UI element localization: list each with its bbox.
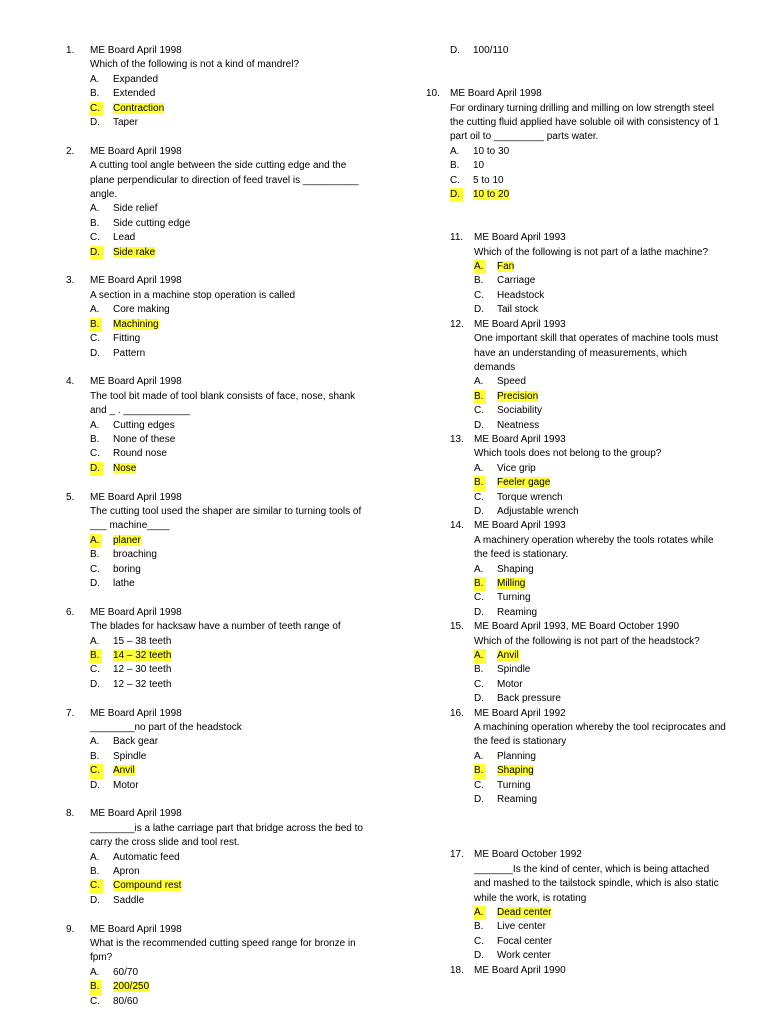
option-b-answer: B. Machining <box>90 318 366 332</box>
option-a: A. 10 to 30 <box>450 145 510 157</box>
option-b-answer: B. 14 – 32 teeth <box>90 649 366 663</box>
question-number: 13. <box>450 433 464 445</box>
question-source: ME Board April 1998 <box>90 275 182 287</box>
option-c: C. Fitting <box>90 333 141 345</box>
option-a: A. Automatic feed <box>90 851 180 863</box>
option-c: C. 80/60 <box>90 995 139 1007</box>
option-c-answer: C. Contraction <box>90 102 366 116</box>
option-d-answer: D. Side rake <box>90 246 366 260</box>
question-number: 17. <box>450 849 464 861</box>
question-number: 14. <box>450 520 464 532</box>
option-d: D. Adjustable wrench <box>474 505 579 517</box>
option-list <box>90 419 366 477</box>
option-c-answer: C. Anvil <box>90 764 366 778</box>
question-source: ME Board April 1998 <box>90 808 182 820</box>
question-text: Which of the following is not part of the headstock? <box>474 635 700 647</box>
option-b: B. Apron <box>90 866 140 878</box>
option-a: A. Back gear <box>90 736 159 748</box>
option-list <box>474 260 726 318</box>
question-source: ME Board April 1998 <box>90 707 182 719</box>
question-13 <box>450 433 726 519</box>
question-number: 1. <box>66 45 75 56</box>
question-number: 2. <box>66 145 75 157</box>
question-text: For ordinary turning drilling and milling on low strength steel the cutting fluid applied have soluble oil with consistency of 1 part oil to _________ parts water. <box>450 102 720 143</box>
question-text: A section in a machine stop operation is called <box>90 289 296 301</box>
option-c-answer: C. Compound rest <box>90 879 366 893</box>
option-a-answer: A. Anvil <box>474 649 726 663</box>
option-d-answer: D. 10 to 20 <box>450 188 726 202</box>
option-a: A. Cutting edges <box>90 419 175 431</box>
question-17 <box>450 848 726 963</box>
question-11 <box>450 231 726 317</box>
option-list <box>90 735 366 793</box>
option-b: B. broaching <box>90 549 157 561</box>
option-list <box>450 44 726 58</box>
question-18 <box>450 964 726 978</box>
question-source: ME Board April 1993 <box>474 433 566 445</box>
question-number: 16. <box>450 707 464 719</box>
option-list <box>450 145 726 203</box>
question-4 <box>66 375 366 476</box>
option-list <box>474 750 726 808</box>
option-b-answer: B. Shaping <box>474 764 726 778</box>
option-a: A. Speed <box>474 376 526 388</box>
option-list <box>474 462 726 520</box>
question-10 <box>426 87 726 202</box>
question-number: 11. <box>450 232 464 244</box>
option-c: C. Sociability <box>474 405 543 417</box>
option-a: A. Expanded <box>90 73 159 85</box>
option-d: D. Reaming <box>474 606 538 618</box>
option-list <box>474 906 726 964</box>
option-d: D. Tail stock <box>474 304 539 316</box>
question-1 <box>66 44 366 130</box>
option-d: D. Saddle <box>90 894 145 906</box>
option-b-answer: B. 200/250 <box>90 980 366 994</box>
option-c: C. 5 to 10 <box>450 174 504 186</box>
question-number: 10. <box>426 88 440 100</box>
question-number: 3. <box>66 275 75 287</box>
question-number: 12. <box>450 318 464 330</box>
question-source: ME Board April 1998 <box>90 606 182 618</box>
option-a-answer: A. planer <box>90 534 366 548</box>
option-b-answer: B. Precision <box>474 390 726 404</box>
option-d: D. 100/110 <box>450 45 509 56</box>
option-b-answer: B. Milling <box>474 577 726 591</box>
option-a: A. Vice grip <box>474 462 536 474</box>
question-source: ME Board April 1993, ME Board October 1990 <box>474 621 680 633</box>
option-d: D. Work center <box>474 950 551 962</box>
option-b: B. Live center <box>474 921 546 933</box>
option-c: C. Lead <box>90 232 136 244</box>
option-b: B. Extended <box>90 88 156 100</box>
option-d: D. Neatness <box>474 419 540 431</box>
question-source: ME Board April 1998 <box>450 88 542 100</box>
question-text: The cutting tool used the shaper are similar to turning tools of ___ machine____ <box>90 505 362 532</box>
question-text: What is the recommended cutting speed range for bronze in fpm? <box>90 938 356 964</box>
question-text: The blades for hacksaw have a number of teeth range of <box>90 621 341 633</box>
option-list <box>474 375 726 433</box>
option-b: B. Carriage <box>474 275 536 287</box>
question-text: A machining operation whereby the tool reciprocates and the feed is stationary <box>474 722 726 748</box>
option-c: C. Turning <box>474 592 531 604</box>
question-number: 15. <box>450 621 464 633</box>
question-8 <box>66 807 366 908</box>
question-source: ME Board April 1998 <box>90 491 182 503</box>
question-number: 9. <box>66 923 75 935</box>
option-a-answer: A. Fan <box>474 260 726 274</box>
question-number: 7. <box>66 707 75 719</box>
option-d: D. Motor <box>90 779 139 791</box>
question-text: _______Is the kind of center, which is being attached and mashed to the tailstock spindle, which is also static while the work, is rotating <box>474 863 719 904</box>
option-d: D. Pattern <box>90 347 146 359</box>
question-text: A cutting tool angle between the side cutting edge and the plane perpendicular to direction of feed travel is __________ angle. <box>90 160 359 201</box>
question-source: ME Board April 1990 <box>474 964 566 976</box>
option-c: C. Round nose <box>90 448 167 460</box>
option-list <box>474 563 726 621</box>
question-source: ME Board April 1993 <box>474 232 566 244</box>
question-16 <box>450 707 726 808</box>
question-text: Which tools does not belong to the group? <box>474 448 662 460</box>
question-5 <box>66 491 366 592</box>
question-number: 8. <box>66 808 75 820</box>
question-3 <box>66 274 366 360</box>
right-column <box>426 44 726 978</box>
question-14 <box>450 519 726 620</box>
question-15 <box>450 620 726 706</box>
option-b-answer: B. Feeler gage <box>474 476 726 490</box>
question-text: The tool bit made of tool blank consists of face, nose, shank and _ . ____________ <box>90 390 356 417</box>
question-number: 18. <box>450 964 464 976</box>
question-source: ME Board April 1998 <box>90 923 182 935</box>
question-12 <box>450 318 726 433</box>
option-a: A. Core making <box>90 304 170 316</box>
question-text: A machinery operation whereby the tools rotates while the feed is stationary. <box>474 534 714 561</box>
option-a-answer: A. Dead center <box>474 906 726 920</box>
option-d: D. 12 – 32 teeth <box>90 678 172 690</box>
question-number: 6. <box>66 606 75 618</box>
option-b: B. Spindle <box>474 664 531 676</box>
option-a: A. 60/70 <box>90 966 139 978</box>
option-c: C. Motor <box>474 678 523 690</box>
option-c: C. Turning <box>474 779 531 791</box>
option-d: D. Back pressure <box>474 693 561 705</box>
question-9 <box>66 923 366 1009</box>
question-text: Which of the following is not part of a lathe machine? <box>474 246 709 258</box>
option-list <box>90 534 366 592</box>
option-d: D. lathe <box>90 577 135 589</box>
option-a: A. Shaping <box>474 563 534 575</box>
option-a: A. Side relief <box>90 203 158 215</box>
option-c: C. Torque wrench <box>474 491 563 503</box>
question-text: One important skill that operates of machine tools must have an understanding of measurements, which demands <box>474 333 719 373</box>
option-b: B. Side cutting edge <box>90 217 191 229</box>
option-b: B. Spindle <box>90 750 147 762</box>
question-source: ME Board April 1993 <box>474 318 566 330</box>
question-6 <box>66 606 366 692</box>
option-d: D. Taper <box>90 117 139 129</box>
question-text: Which of the following is not a kind of mandrel? <box>90 59 299 71</box>
question-7 <box>66 707 366 793</box>
question-text: ________no part of the headstock <box>90 722 242 733</box>
option-list <box>90 73 366 131</box>
option-list <box>90 851 366 909</box>
question-source: ME Board April 1992 <box>474 707 566 719</box>
option-list <box>90 635 366 693</box>
option-c: C. boring <box>90 563 141 575</box>
option-list <box>90 966 366 1009</box>
option-c: C. Headstock <box>474 289 545 301</box>
question-9-continued <box>426 44 726 58</box>
option-list <box>90 202 366 260</box>
question-source: ME Board April 1998 <box>90 145 182 157</box>
option-b: B. None of these <box>90 433 176 445</box>
option-c: C. Focal center <box>474 935 553 947</box>
option-list <box>90 303 366 361</box>
option-c: C. 12 – 30 teeth <box>90 664 172 676</box>
option-b: B. 10 <box>450 160 485 172</box>
option-list <box>474 649 726 707</box>
question-source: ME Board April 1998 <box>90 45 182 56</box>
question-2 <box>66 145 366 260</box>
question-number: 4. <box>66 376 75 388</box>
option-d-answer: D. Nose <box>90 462 366 476</box>
left-column <box>66 44 366 1009</box>
option-d: D. Reaming <box>474 794 538 806</box>
option-a: A. 15 – 38 teeth <box>90 635 172 647</box>
option-a: A. Planning <box>474 750 536 762</box>
question-text: ________is a lathe carriage part that bridge across the bed to carry the cross slide and tool rest. <box>90 822 363 849</box>
question-source: ME Board October 1992 <box>474 849 582 861</box>
question-source: ME Board April 1998 <box>90 376 182 388</box>
question-number: 5. <box>66 491 75 503</box>
question-source: ME Board April 1993 <box>474 520 566 532</box>
